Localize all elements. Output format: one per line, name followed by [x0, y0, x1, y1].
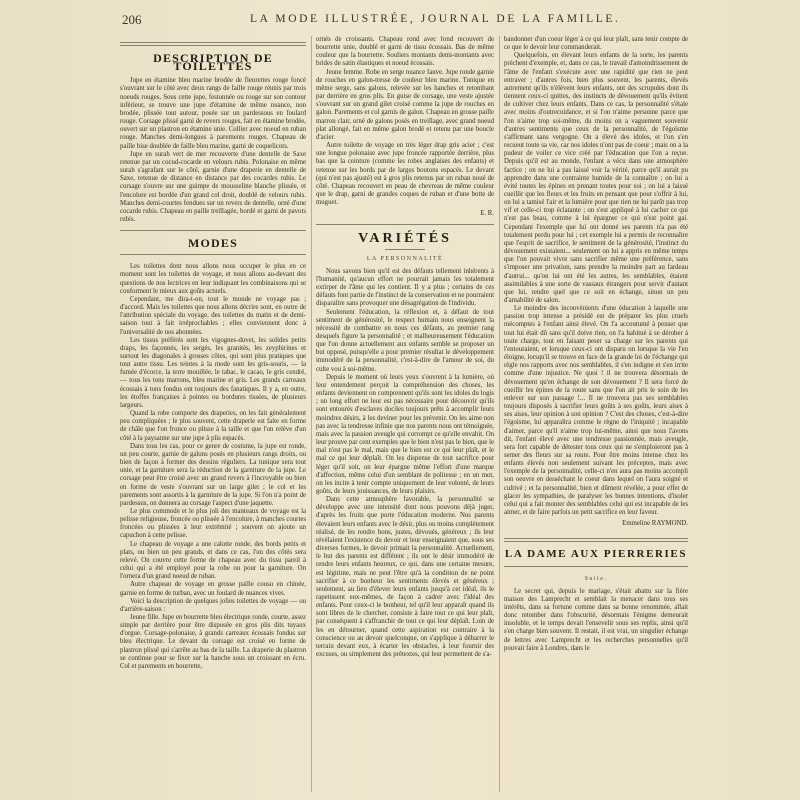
paragraph: Jupe en étamine bleu marine brodée de fleurettes rouge foncé s'ouvrant sur le côté avec deux rangs de faille rouge réunis par trois noeuds rouges. Sous cette jupe, festonnée ou rouge sur son contour inférieur, se trouve une jupe d'étamine de même nuance, non brodée, plissée tout autour, posée sur un pardessous en foulard rouge. Corsage plissé garni de revers rouges, fait en étamine brodée, ouvert sur un plastron en étamine unie. Collier avec noeud en ruban rouge. Manches demi-longues à parements rouges. Chapeau de paille bise doublée de faille bleu marine, garni de coquelicots. [120, 77, 306, 150]
section-subtitle: LA PERSONNALITÉ [366, 255, 444, 262]
section-title-modes: MODES [187, 236, 238, 251]
section-title-dame-aux-pierreries: LA DAME AUX PIERRERIES [504, 548, 688, 561]
paragraph: Quand la robe comporte des draperies, on les fait généralement peu compliquées ; le plus souvent, cette draperie est faite en forme de châle que l'on fronce ou plisse à la taille et que l'on relève d'un côté à la paysanne sur une jupe à plis espacés. [120, 410, 306, 442]
paragraph: Les tissus préférés sont les vigognes-duvet, les solides petits draps, les façonnés, les sergés, les granités, les zeyphirines et surtout les diagonales à grosses côtes, qui sont plus pratiques que tout autre tissu. Les teintes à la mode sont les gris-souris, — la fumée d'écorce, la terre mouillée, le tabac, le cacao, le gris cendré, — tous les tons marrons, bleu marine et gris. Les grands carreaux écossais à tons fondus ont toujours des fanatiques. Il y a, en outre, les étoffes françaises à pointes ou bordures tissées, de plusieurs largeurs. [120, 336, 306, 409]
section-rule [504, 538, 688, 542]
paragraph: Autre chapeau de voyage en grosse paille cousu en chinée, garnie en forme de turban, avec un foulard de nuances vives. [120, 581, 306, 597]
section-subtitle: Suite. [584, 575, 608, 582]
page-number: 206 [122, 12, 142, 27]
page-header [0, 12, 800, 32]
author-signature: Emmeline RAYMOND. [622, 520, 688, 528]
section-rule [504, 566, 688, 567]
paragraph: Voici la description de quelques jolies toilettes de voyage — ou d'arrière-saison : [120, 597, 306, 613]
paragraph: Les toilettes dont nous allons nous occuper le plus en ce moment sont les toilettes de voyage, et nous allons au-devant des questions de nos lectrices en leur indiquant les combinaisons qui se conforment le mieux aux goûts actuels. [120, 263, 306, 295]
section-title-varietes: VARIÉTÉS [358, 231, 452, 247]
running-title: LA MODE ILLUSTRÉE, JOURNAL DE LA FAMILLE. [250, 13, 621, 25]
column-divider-right [499, 36, 500, 792]
section-rule [120, 254, 306, 255]
paragraph: ornés de croissants. Chapeau rond avec fond recouvert de bourrette unie, doublé et garni de tissu écossais. Bas de même couleur que la bourrette. Souliers montants demi-montants avec brides de satin élastiques et noeud écossais. [316, 36, 494, 68]
column-middle [316, 36, 494, 796]
title-rule [385, 249, 425, 250]
section-title-toilettes: DESCRIPTION DE TOILETTES [153, 51, 273, 74]
paragraph: Jeune femme. Robe en serge nuance fauve. Jupe ronde garnie de rouches en galon-tresse de couleur bleu marine. Tunique en même serge, sans galons, relevée sur les hanches et retombant par derrière en gros plis. En guise de corsage, une veste ajustée s'ouvrant sur un grand gilet croisé comme la jupe de rouches en galon. Parements et col garnis de galon. Chapeau en grosse paille marron clair, orné de galons posés en treillage, avec grand noeud plat allongé, fait en même galon brodé et retenu par une boucle d'acier. [316, 68, 494, 141]
section-rule [120, 230, 306, 231]
paragraph: bandonner d'un coeur léger à ce qui leur plaît, sans tenir compte de ce que le devoir leur commanderait. [504, 36, 688, 52]
top-rule [120, 42, 306, 46]
column-divider-left [311, 36, 312, 792]
paragraph: Jupe en surah vert de mer recouverte d'une dentelle de Saxe retenue par un cocud-cocarde en velours rubis. Polonaise en même surah s'agrafant sur le côté, garnie d'une draperie en dentelle de Saxe, retenue de distance en distance par des cocardes rubis. Le corsage s'ouvre sur une guimpe de mousseline blanche plissée, et l'encolure est bordée d'un grand col droit, doublé de velours rubis. Manches demi-courtes fendues sur un revers de dentelle, orné d'une cocarde rubis. Chapeau en paille treillagée, bordé et garni de pavots rubis. [120, 150, 306, 223]
column-left [120, 36, 306, 796]
paragraph: Dans tous les cas, pour ce genre de costume, la jupe est ronde, un peu courte, garnie de galons posés en plusieurs rangs droits, ou bien de façon à former des dessins réguliers. La tunique sera tout unie, et la garniture sera la réduction de la garniture de la jupe. Le corsage peut être croisé avec un grand revers à l'incroyable ou bien en forme de veste s'ouvrant sur un large gilet ; le col et les parements sont assortis à la garniture de la jupe. Si l'on n'a point de pardessus, on donnera au corsage l'aspect d'une jaquette. [120, 442, 306, 507]
paragraph: Le chapeau de voyage a une calotte ronde, des bords petits et plats, ou bien un peu grands, et dans ce cas, l'un des côtés sera relevé. On couvre cette forme de chapeau avec du tissu pareil à celui qui a été employé pour la robe ou pour la garniture. On l'ornera d'un grand noeud de ruban. [120, 540, 306, 581]
paragraph: Le plus commode et le plus joli des manteaux de voyage est la pelisse religieuse, froncée ou plissée à l'encolure, à manches courtes froncées ou plissées à leur extrémité ; souvent on ajoute un capuchon à cette pelisse. [120, 507, 306, 540]
paragraph: Depuis le moment où leurs yeux s'ouvrent à la lumière, où leur entendement perçoit la compréhension des choses, les enfants deviennent on comprennent qu'ils sont les idoles du logis ; un long effort ne leur est pas nécessaire pour découvrir qu'ils sont entourés d'esclaves dociles toujours prêts à accomplir leurs moindres désirs, à les deviner pour les prévenir. On les aime non pas avec la tendresse infinie que nos parents nous ont témoignée, mais avec la passion aveugle qui corrompt ce qu'elle envahit. On leur prouve par cent exemples que le bien n'est pas le bien, que le mal n'est pas le mal, mais que le bien est ce qui leur plaît, et le mal ce qui leur déplaît. On les dispense de tout sacrifice pour léger qu'il soit, on leur épargne même l'effort d'une marque d'affection, même celui d'un semblant de politesse ; en un mot, on les incite à tenir compte uniquement de leur volonté, de leurs goûts, de leurs jouissances, de leurs plaisirs. [316, 373, 494, 495]
section-rule [316, 224, 494, 225]
paragraph: Seulement l'éducation, la réflexion et, à défaut de tout sentiment de générosité, le respect humain nous enseignent la nécessité de combattre en nous ces défauts, au premier rang desquels figure la personnalité ; et malheureusement l'éducation que l'on donne actuellement aux enfants semble se proposer un but opposé, puisqu'elle a pour premier résultat le développement immodéré de la personnalité, c'est-à-dire de l'amour de soi, du culte vou à soi-même. [316, 308, 494, 373]
paragraph: Le moindre des inconvénients d'une éducation à laquelle une passion trop intense a présidé est de préparer les plus cruels mécomptes à l'enfant ainsi élevé. On l'a accoutumé à penser que tout lui était dû sans qu'il doive rien, on l'a habitué à se dérober à toute charge, tout en faisant peser sa charge sur les parents qui l'entouraient, et lorsque ceux-ci ont disparu on lorsque la vie l'en éloigne, lorsqu'il se trouve en face de la grande loi de l'échange qui règle nos rapports avec nos semblables, il s'en indigne et s'en irrite comme d'une injustice. Ne quoi ! il ne trouvera désormais de dévouement qu'en échange de son dévouement ? Il sera forcé de cueillir les épines de la route sans que l'on ait pris le soin de les enlever sur son passage !... Il ne trouvera pas ses semblables toujours disposés à sacrifier leurs goûts à ses goûts, leurs aises à ses aises, leur opinion à son opinion ? C'est des choses, c'est-à-dire l'égoïsme, lui apparaîtra comme le règne de l'iniquité ; incapable d'aimer, parce qu'il n'aime trop lui-même, ainsi que nous l'avons dit, l'enfant élevé avec une tendresse passionnée, mais aveugle, sera fort capable de détester tous ceux qui ne s'emploieront pas à semer des fleurs sur sa route. Pour être moins intense chez les enfants élevés non seulement suivant les préceptes, mais avec l'exemple de la personnalité, celle-ci n'en aura pas moins accompli son oeuvre en desséchant le coeur dans lequel on l'aura soigné et cultivé ; et la personnalité, bien et dûment révélée, a pour effet de glacer les sympathies, de paralyser les bonnes intentions, d'isoler celui qui a fait monter des semblables celui qui est incapable de les aimer, et de faire parfois un petit sacrifice en leur faveur. [504, 305, 688, 517]
paragraph: Quelquefois, en élevant leurs enfants de la sorte, les parents préchent d'exemple, et, dans ce cas, le travail d'amoindrissement de l'âme de l'enfant s'exécute avec une rapidité que rien ne peut entraver ; d'autres fois, bien plus souvent, les parents, élevés autrement qu'ils n'élèvent leurs enfants, ont des scrupules dont ils tiennent ceux-ci quittes, des instincts de dévouement qu'ils évitent de cultiver chez leurs enfants. Dans ce cas, la personnalité s'étale avec moins d'outrecuidance, et si l'on n'aime personne parce que l'on n'aime trop soi-même, du moins on a vaguement souvenir d'autres sentiments que ceux de la personnalité, de l'égoïsme s'affirmant sans vergogne. On a élevé des idoles, et l'on s'en recueut toute sa vie, car nos idoles n'ont pas de coeur ; mais on a la pudeur de voiler ce vice créé par l'éducation que l'on a reçue. Depuis qu'il est au monde, l'enfant a vécu dans une atmosphère factice ; on ne lui a pas laissé voir la vérité, parce qu'il aurait pu apprendre dans une contrainte humide de la connaître ; on lui a évité toutes les épines en prenant toutes pour soi ; on lui a laissé cueillir que les fleurs et les fruits en pensant que pour s'offrir à lui, on lui a tamisé l'air et la lumière pour que rien ne lui parût pas trop vif et celle-ci trop éclatante ; on s'est appliqué à lui cacher ce qui n'est pas beau, comme à lui épargner ce qui n'est point gai. Cependant l'exemple que lui ont donné ses parents n'a pas été totalement perdu pour lui ; cet exemple lui a permis de reconnaître que l'esprit de sacrifice, le sentiment de la générosité, l'instinct du dévouement existaient... seulement on lui a appris en même temps que l'on pouvait vivre sans sacrifier même une préférence, sans s'imposer une privation, sans prendre la moindre part au fardeau d'autrui... qu'on lui ont été les autres, les semblables, étaient assimilables à une sorte de vassaux étrangers pour servir d'autant que lui, rendre quel que ce soit en échange, sinon un peu d'amabilité de salon. [504, 52, 688, 304]
column-right [504, 36, 688, 796]
paragraph: Autre toilette de voyage en très léger drap gris acier ; c'est une longue polonaise avec jupe froncée rapportée derrière, plus bas que la ceinture (comme les robes anglaises des enfants) et retenue sur les bords par de larges boutons espacés. Le devant (qui n'est pas ajusté) est à gros plis retenus par un ruban noué de côté. Chapeau recouvert en peau de chevreau de même couleur que le drap, garni de grandes coques de ruban et d'une botte de muguet. [316, 142, 494, 207]
author-initials: E. R. [480, 210, 494, 218]
paragraph: Nous savons bien qu'il est des défauts tellement inhérents à l'humanité, qu'aucun effort ne pourrait jamais les totalement extirper de l'âme qui les contient. Il y a plus ; certains de ces défauts font partie de l'instinct de la conservation et ne pourraient disparaître sans provoquer une désagrégation de l'individu. [316, 267, 494, 308]
paragraph: Cependant, me dira-t-on, tout le monde ne voyage pas ; d'accord. Mais les toilettes que nous allons décrire sont, en outre de l'attribution spéciale du voyage, des toilettes du matin et de demi-saison tout à fait irréprochables ; elles conviennent donc à l'universalité de nos abonnées. [120, 295, 306, 336]
paragraph: Le secret qui, depuis le mariage, s'était abattu sur la fière maison des Lamprecht et semblait la menacer dans tous ses intérêts, dans sa fortune comme dans sa bonne renommée, allait donc retomber dans l'obscurité, désormais l'énigme demeurait insoluble, et le temps devait l'ensevelir sous ses replis, ainsi qu'il s'en charge bien souvent. Il restait, il est vrai, un singulier échange de lettres avec Lamprecht et les recherches personnelles qu'il pouvait faire à Londres, dans le [504, 587, 688, 652]
paragraph: Dans cette atmosphère favorable, la personnalité se développe avec une intensité dont nous pouvons déjà juger, d'après les fruits que porte l'éducation moderne. Nos parents élevaient leurs enfants avec le désir, plus ou moins complètement réalisé, de les rendre bons, justes, dévoués, généreux ; ils leur révélaient l'existence du devoir et leur enseignaient que, sous ses diverses formes, le devoir primait la personnalité. Actuellement, le but des parents est différent ; ils ont le désir immodéré de rendre leurs enfants heureux, ce qui, dans une certaine mesure, est légitime, mais ne peut l'être qu'à la condition de ne point sacrifier à ce bonheur les sentiments élevés et généreux ; seulement, au lieu d'élever leurs enfants jusqu'à cet idéal, ils le rapetissent eux-mêmes, de façon à cadrer avec l'idéal des enfants. Pour ceux-ci le bonheur, tel qu'il leur apparaît quand ils sont libres de le chercher, consiste à faire tout ce qui leur plaît, par conséquent à s'affranchir de tout ce qui leur déplaît. Loin de les en détourner, quand cette aspiration est contraire à la conscience ou au devoir quelconque, on s'applique à débarrer le terrain devant eux, à écarter les obstacles, à leur fournir des excuses, ou simplement des prétextes, qui leur permettent de s'a- [316, 496, 494, 659]
paragraph: Jeune fille. Jupe en bourrette bleu électrique ronde, courte, assez simple par derrière pour être disposée en gros plis dits tuyaux d'orgue. Corsage-polonaise, à grands carreaux écossais fondus sur bleu électrique. Le devant du corsage est croisé en forme de plastron plissé qui s'arrête au bas de la taille. La draperie du plastron se continue pour se fixer sur la hanche sous un croissant en écru. Col et parements en bourrette, [120, 614, 306, 670]
